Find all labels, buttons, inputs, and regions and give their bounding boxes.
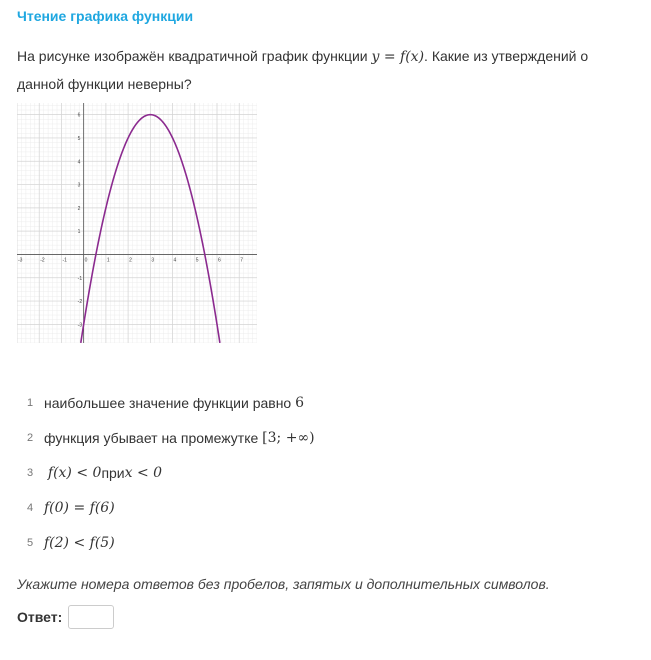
x-tick-label: 6	[218, 257, 221, 264]
y-tick-label: 6	[77, 112, 81, 119]
option-math: f(0) = f(6)	[44, 499, 115, 516]
option-1	[27, 385, 315, 420]
instruction-text: Укажите номера ответов без пробелов, запятых и дополнительных символов.	[17, 576, 550, 592]
option-text: при	[101, 464, 125, 481]
y-tick-label: 5	[77, 135, 81, 142]
option-number: 5	[27, 536, 34, 549]
y-tick-label: -2	[77, 299, 83, 306]
x-tick-label: 2	[129, 257, 132, 264]
task-title: Чтение графика функции	[17, 8, 194, 24]
option-text: функция убывает на промежутке	[44, 429, 259, 446]
y-tick-label: 2	[77, 205, 81, 212]
question-pre: На рисунке изображён квадратичной график функции	[17, 48, 368, 64]
y-tick-label: -3	[77, 322, 83, 329]
option-math: 6	[295, 394, 305, 411]
option-math: f(x) < 0	[47, 464, 102, 481]
question-formula: y = f(x)	[371, 49, 425, 65]
y-tick-label: 1	[77, 229, 81, 236]
option-4	[27, 490, 315, 525]
graph-svg	[17, 103, 257, 343]
option-text: наибольшее значение функции равно	[44, 394, 292, 411]
option-number: 1	[27, 396, 34, 409]
y-tick-label: -1	[77, 275, 83, 282]
answer-input[interactable]	[68, 605, 114, 629]
answer-label: Ответ:	[17, 609, 63, 625]
option-2	[27, 420, 315, 455]
x-tick-label: 7	[240, 257, 244, 264]
x-tick-label: 3	[151, 257, 155, 264]
option-number: 4	[27, 501, 34, 514]
options-list	[27, 385, 315, 560]
answer-row	[17, 605, 114, 629]
x-tick-label: 5	[195, 257, 199, 264]
y-tick-label: 3	[77, 182, 81, 189]
x-tick-label: 0	[84, 257, 88, 264]
question-post: . Какие из утверждений о данной функции неверны?	[17, 48, 589, 92]
x-tick-label: 4	[173, 257, 177, 264]
x-tick-label: -3	[18, 257, 23, 264]
option-math: x < 0	[124, 464, 163, 481]
x-tick-label: -2	[40, 257, 45, 264]
option-5	[27, 525, 315, 560]
option-number: 3	[27, 466, 34, 479]
option-number: 2	[27, 431, 34, 444]
function-graph	[17, 103, 257, 348]
x-tick-label: -1	[62, 257, 67, 264]
question-text	[17, 43, 637, 98]
option-math: [3; +∞)	[262, 429, 315, 446]
option-3	[27, 455, 315, 490]
y-tick-label: 4	[77, 159, 81, 166]
option-math: f(2) < f(5)	[44, 534, 115, 551]
x-tick-label: 1	[106, 257, 110, 264]
